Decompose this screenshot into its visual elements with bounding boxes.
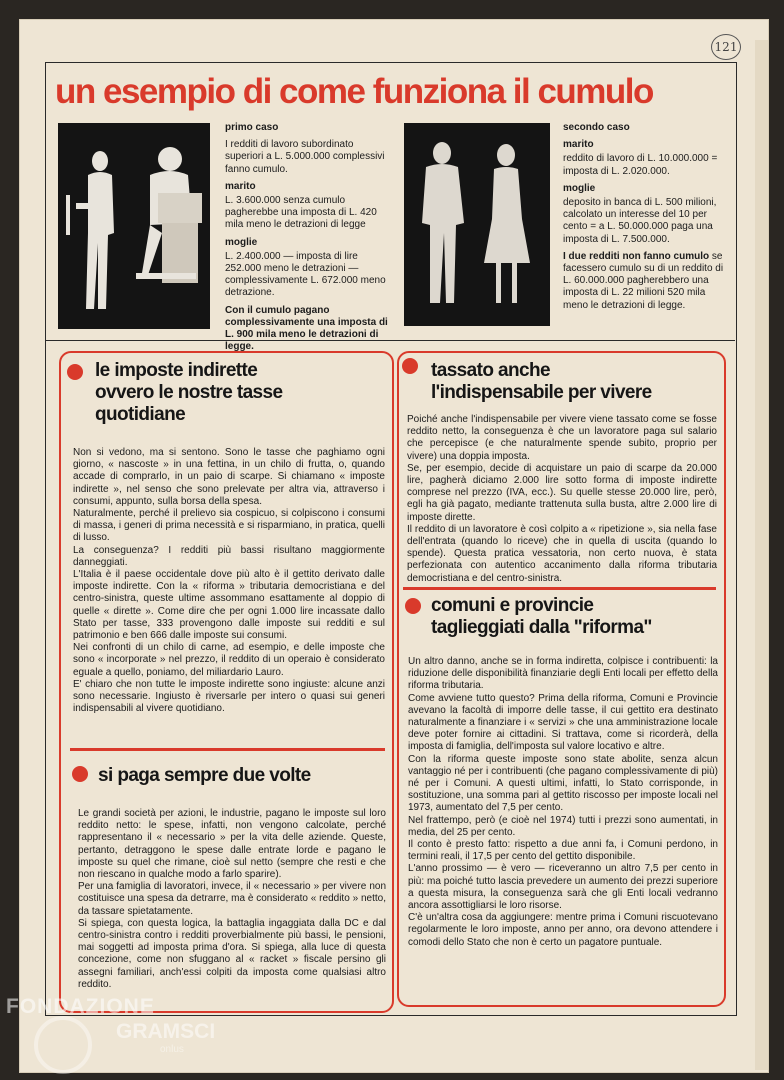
- title-line: ovvero le nostre tasse: [95, 382, 283, 403]
- case1-husband-label: marito: [225, 180, 256, 192]
- case1-conclusion: Con il cumulo pagano complessivamente una imposta di L. 900 mila meno le detrazioni di legge.: [225, 304, 388, 353]
- paragraph: Non si vedono, ma si sentono. Sono le tasse che paghiamo ogni giorno, « nascoste » in una fettina, in un chilo di frutta, o, quando accade di comprarlo, in un paio di scarpe. Si chiamano « imposte indirette », nel senso che sono prelevate per altra via, attraverso i consumi, appunto, sulla borsa della spesa.: [73, 447, 385, 507]
- watermark: FONDAZIONE: [6, 995, 155, 1018]
- title-line: quotidiane: [95, 404, 186, 425]
- case1-block: [225, 122, 388, 358]
- case2-title: secondo caso: [563, 122, 630, 133]
- section-divider: [70, 748, 385, 751]
- bullet-dot: [72, 766, 88, 782]
- paragraph: Per una famiglia di lavoratori, invece, il « necessario » per vivere non costituisce una spesa da detrarre, ma è considerato « reddito » netto, da tassare spietatamente.: [78, 881, 386, 917]
- paragraph: L'anno prossimo — è vero — riceveranno un altro 7,5 per cento in più: ma poiché tutto lascia prevedere un aumento dei prezzi superiore a questa misura, la conseguenza sarà che gli Enti locali vedranno ancora assottigliarsi le loro risorse.: [408, 863, 718, 912]
- section-due-volte-title: si paga sempre due volte: [98, 765, 311, 786]
- divider: [45, 340, 735, 341]
- paragraph: C'è un'altra cosa da aggiungere: mentre prima i Comuni riscuotevano regolarmente le loro imposte, anno per anno, ora devono attendere i comodi dello Stato che non è certo un pagatore puntuale.: [408, 912, 718, 948]
- title-line: comuni e provincie: [431, 595, 594, 616]
- workers-photo: [58, 123, 210, 329]
- watermark-logo-icon: [34, 1016, 92, 1074]
- case2-conclusion: [563, 251, 728, 312]
- page-title: un esempio di come funziona il cumulo: [55, 72, 653, 111]
- bullet-dot: [402, 358, 418, 374]
- paragraph: Se, per esempio, decide di acquistare un paio di scarpe da 20.000 lire, pagherà diciamo 2.000 lire sotto forma di imposte indirette comprese nel prezzo (IVA, ecc.). Su quelle stesse 20.000 lire, però, egli ha già pagato, mediante trattenuta sulla busta, altre 2.000 lire di imposte dirette.: [407, 462, 717, 523]
- section-indispensabile-body: [407, 414, 717, 585]
- paragraph: Come avviene tutto questo? Prima della riforma, Comuni e Provincie avevano la facoltà di imporre delle tasse, il cui gettito era destinato naturalmente a finanziare i « servizi » che una amministrazione locale deve poter fornire ai cittadini. Si trattava, come si ricorderà, della imposta di famiglia, dell'imposta sul valore locativo e altre.: [408, 692, 718, 753]
- watermark-suffix: onlus: [160, 1044, 184, 1055]
- paragraph: Le grandi società per azioni, le industrie, pagano le imposte sul loro reddito netto: le spese, infatti, non vengono calcolate, perché rappresentano il « necessario » per la vita delle aziende. Queste, pertanto, detraggono le spese dalle entrate lorde e pagano le imposte su quel che rimane, cioè sul netto (sempre che resti e che non riescano in qualche modo a farlo sparire).: [78, 808, 386, 881]
- case2-block: [563, 122, 728, 317]
- paragraph: Un altro danno, anche se in forma indiretta, colpisce i contribuenti: la riduzione delle disponibilità finanziarie degli Enti locali per effetto della riforma tributaria.: [408, 656, 718, 692]
- paragraph: L'Italia è il paese occidentale dove più alto è il gettito derivato dalle imposte indirette. Con la « riforma » tributaria democristiana e del centro-sinistra, queste ultime assommano esattamente al doppio di quelle « dirette ». Come dire che per ogni 1.000 lire incassate dallo Stato per tasse, 333 provengono dalle imposte sui redditi e sul patrimonio e ben 666 dalle imposte sui consumi.: [73, 569, 385, 642]
- paragraph: La conseguenza? I redditi più bassi risultano maggiormente danneggiati.: [73, 544, 385, 568]
- paragraph: Il conto è presto fatto: rispetto a due anni fa, i Comuni perdono, in termini reali, il 17,5 per cento del gettito disponibile.: [408, 839, 718, 863]
- case2-husband-label: marito: [563, 139, 594, 151]
- section-imposte-indirette-body: [73, 447, 385, 715]
- title-line: taglieggiati dalla "riforma": [431, 617, 652, 638]
- case2-conclusion-bold: I due redditi non fanno cumulo: [563, 250, 710, 262]
- paragraph: Con la riforma queste imposte sono state abolite, senza alcun vantaggio né per i contribuenti (che pagano complessivamente di più) né per i Comuni. A questi ultimi, infatti, lo Stato corrisponde, in sostituzione, una somma pari al gettito riscosso per imposte locali nel 1973, aumentato del 7,5 per cento.: [408, 753, 718, 814]
- case2-wife-label: moglie: [563, 182, 596, 194]
- bullet-dot: [405, 598, 421, 614]
- page-number: 121: [711, 34, 741, 60]
- page-edge: [755, 40, 768, 1070]
- section-comuni-title: [431, 595, 716, 639]
- case1-wife-label: moglie: [225, 236, 258, 248]
- paragraph: Poiché anche l'indispensabile per vivere viene tassato come se fosse reddito netto, la conseguenza è che un lavoratore paga sul salario che percepisce (e che naturalmente spende subito, proprio per vivere) una doppia imposta.: [407, 414, 717, 462]
- case2-husband-text: reddito di lavoro di L. 10.000.000 = imposta di L. 2.020.000.: [563, 153, 718, 177]
- bullet-dot: [67, 364, 83, 380]
- title-line: le imposte indirette: [95, 360, 258, 381]
- title-line: tassato anche: [431, 360, 550, 381]
- paragraph: Nel frattempo, però (e cioè nel 1974) tutti i prezzi sono aumentati, in media, del 25 per cento.: [408, 814, 718, 838]
- paragraph: Si spiega, con questa logica, la battaglia ingaggiata dalla DC e dal centro-sinistra contro i redditi proverbialmente più bassi, le pensioni, mai soggetti ad imposta prima d'ora. Si spiega, alla luce di questa concezione, come non sfuggano al « racket » fiscale persino gli assegni familiari, anch'essi colpiti da imposta come qualsiasi altro reddito.: [78, 917, 386, 990]
- section-divider: [403, 587, 716, 590]
- case2-conclusion-rest: se facessero cumulo su di un reddito di L. 60.000.000 pagherebbero una imposta di L. 22 milioni 520 mila meno le detrazioni di legge.: [563, 250, 724, 311]
- couple-photo: [404, 123, 550, 326]
- watermark-name2: GRAMSCI: [116, 1020, 216, 1043]
- title-line: l'indispensabile per vivere: [431, 382, 652, 403]
- case1-husband-text: L. 3.600.000 senza cumulo pagherebbe una imposta di L. 420 mila meno le detrazioni di legge: [225, 195, 377, 231]
- section-indispensabile-title: [431, 360, 716, 404]
- case2-wife-text: deposito in banca di L. 500 milioni, calcolato un interesse del 10 per cento = a L. 50.000.000 paga una imposta di L. 7.500.000.: [563, 197, 717, 245]
- paragraph: Il reddito di un lavoratore è così colpito a « ripetizione », sia nella fase dell'entrata (quando lo riceve) che in quella di uscita (quando lo spende). Questa pratica vessatoria, non certo nuova, è stata perfezionata con autentico accanimento dalla riforma tributaria democristiana e del centro-sinistra.: [407, 523, 717, 584]
- case1-wife-text: L. 2.400.000 — imposta di lire 252.000 meno le detrazioni — complessivamente L. 672.000 meno detrazione.: [225, 250, 386, 299]
- paragraph: Naturalmente, perché il prelievo sia cospicuo, si colpiscono i consumi di massa, i generi di prima necessità e si risparmiano, in pratica, quelli di lusso.: [73, 508, 385, 544]
- paragraph: Nei confronti di un chilo di carne, ad esempio, e delle imposte che sono « incorporate » nel prezzo, il reddito di un operaio è considerato eguale a quello, poniamo, del miliardario Lauro.: [73, 642, 385, 678]
- case1-title: primo caso: [225, 122, 279, 133]
- paragraph: E' chiaro che non tutte le imposte indirette sono ingiuste: alcune anzi sono necessarie. Ingiusto è riversarle per intero o quasi sui generi indispensabili al vivere quotidiano.: [73, 678, 385, 715]
- case1-intro: I redditi di lavoro subordinato superiori a L. 5.000.000 complessivi fanno cumulo.: [225, 139, 385, 175]
- section-imposte-indirette-title: [95, 360, 385, 426]
- section-due-volte-body: [78, 808, 386, 991]
- section-comuni-body: [408, 656, 718, 949]
